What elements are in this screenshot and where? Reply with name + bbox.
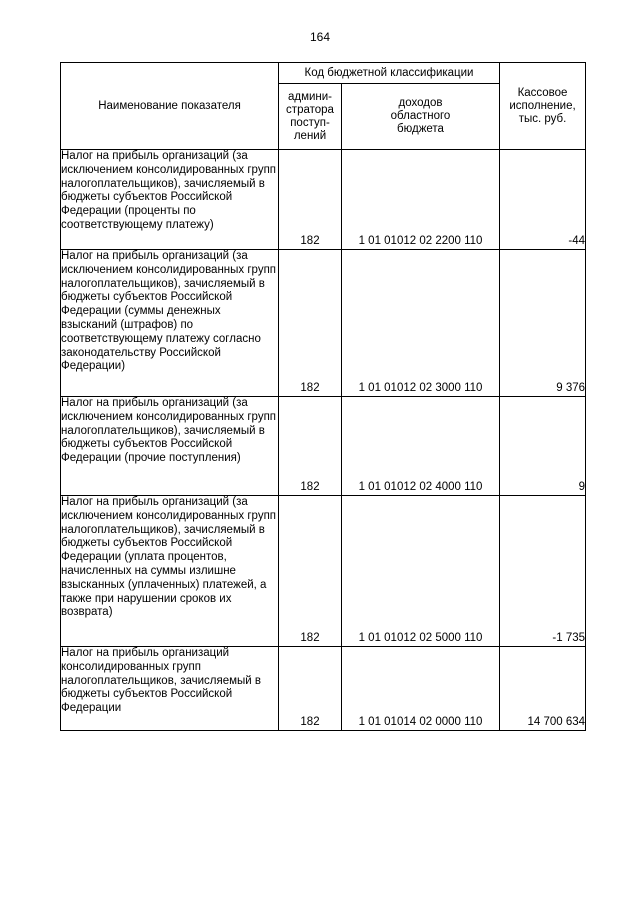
row-income-code: 1 01 01012 02 4000 110 — [342, 397, 500, 496]
header-name-column: Наименование показателя — [61, 63, 279, 150]
table-row — [61, 150, 586, 250]
row-amount: 9 — [500, 397, 586, 496]
row-admin-code: 182 — [279, 250, 342, 397]
row-amount: 9 376 — [500, 250, 586, 397]
page-number: 164 — [309, 30, 331, 44]
row-admin-code: 182 — [279, 496, 342, 647]
row-name: Налог на прибыль организаций (за исключением консолидированных групп налогоплательщиков), зачисляемый в бюджеты субъектов Российской Федерации (прочие поступления) — [61, 397, 279, 496]
header-kbk-group: Код бюджетной классификации — [279, 63, 500, 84]
header-amount-column: Кассовое исполнение, тыс. руб. — [500, 63, 586, 150]
row-income-code: 1 01 01012 02 2200 110 — [342, 150, 500, 250]
table-row — [61, 647, 586, 731]
row-income-code: 1 01 01012 02 5000 110 — [342, 496, 500, 647]
row-amount: -44 — [500, 150, 586, 250]
row-admin-code: 182 — [279, 647, 342, 731]
row-name: Налог на прибыль организаций консолидированных групп налогоплательщиков, зачисляемый в бюджеты субъектов Российской Федерации — [61, 647, 279, 731]
table-row — [61, 496, 586, 647]
row-amount: -1 735 — [500, 496, 586, 647]
row-amount: 14 700 634 — [500, 647, 586, 731]
row-admin-code: 182 — [279, 150, 342, 250]
row-admin-code: 182 — [279, 397, 342, 496]
row-name: Налог на прибыль организаций (за исключением консолидированных групп налогоплательщиков), зачисляемый в бюджеты субъектов Российской Федерации (уплата процентов, начисленных на суммы излишне взысканных (уплаченных) платежей, а также при нарушении сроков их возврата) — [61, 496, 279, 647]
header-income-column: доходов областного бюджета — [342, 84, 500, 150]
header-admin-column: админи- стратора поступ- лений — [279, 84, 342, 150]
table-row — [61, 397, 586, 496]
row-name: Налог на прибыль организаций (за исключением консолидированных групп налогоплательщиков), зачисляемый в бюджеты субъектов Российской Федерации (суммы денежных взысканий (штрафов) по соответствующему платежу согласно законодательству Российской Федерации) — [61, 250, 279, 397]
row-income-code: 1 01 01012 02 3000 110 — [342, 250, 500, 397]
row-income-code: 1 01 01014 02 0000 110 — [342, 647, 500, 731]
budget-table — [60, 62, 586, 731]
table-row — [61, 250, 586, 397]
row-name: Налог на прибыль организаций (за исключением консолидированных групп налогоплательщиков), зачисляемый в бюджеты субъектов Российской Федерации (проценты по соответствующему платежу) — [61, 150, 279, 250]
